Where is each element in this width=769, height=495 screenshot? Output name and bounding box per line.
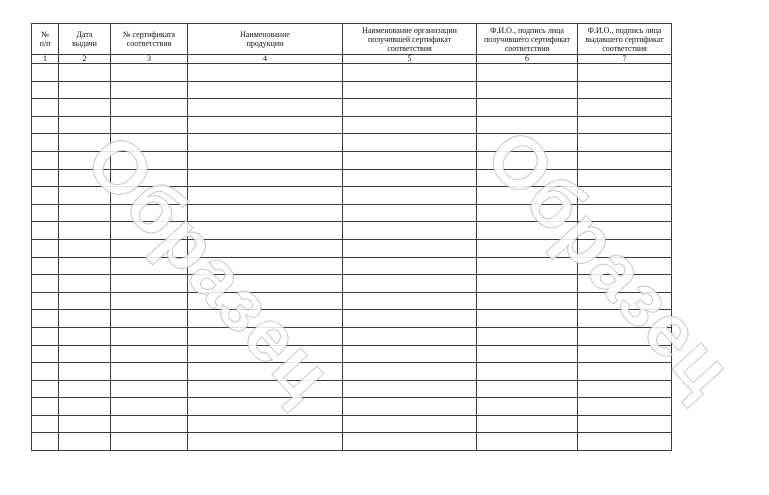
table-cell (59, 433, 111, 451)
table-cell (111, 380, 188, 398)
table-cell (477, 275, 578, 293)
table-cell (188, 292, 343, 310)
table-cell (32, 134, 59, 152)
table-cell (343, 116, 477, 134)
table-cell (32, 415, 59, 433)
table-cell (111, 116, 188, 134)
header-issuer-signature-label: Ф.И.О., подпись лица выдавшего сертификат соответствия (585, 25, 664, 53)
table-cell (477, 398, 578, 416)
table-cell (343, 415, 477, 433)
table-cell (477, 222, 578, 240)
table-cell (188, 398, 343, 416)
header-issue-date (59, 24, 111, 55)
table-cell (188, 327, 343, 345)
table-cell (111, 239, 188, 257)
table-cell (343, 187, 477, 205)
table-cell (477, 345, 578, 363)
table-cell (59, 239, 111, 257)
watermark-left: Обрaзец (70, 118, 350, 417)
table-cell (343, 345, 477, 363)
table-cell (343, 169, 477, 187)
header-product-name (188, 24, 343, 55)
table-cell (59, 310, 111, 328)
table-cell (59, 81, 111, 99)
table-cell (188, 116, 343, 134)
column-number-cell: 7 (578, 55, 672, 64)
table-cell (59, 64, 111, 82)
table-cell (111, 187, 188, 205)
table-cell (59, 327, 111, 345)
table-cell (343, 380, 477, 398)
table-cell (578, 151, 672, 169)
table-cell (343, 81, 477, 99)
table-cell (188, 81, 343, 99)
header-row (32, 24, 672, 55)
table-row (32, 292, 672, 310)
column-number-row (32, 55, 672, 64)
table-cell (477, 99, 578, 117)
table-cell (343, 64, 477, 82)
table-cell (477, 380, 578, 398)
header-receiver-signature (477, 24, 578, 55)
table-cell (59, 292, 111, 310)
header-certificate-number-label: № сертификата соответствия (122, 30, 176, 48)
table-row (32, 99, 672, 117)
table-cell (111, 204, 188, 222)
table-cell (578, 187, 672, 205)
table-row (32, 275, 672, 293)
table-cell (477, 169, 578, 187)
table-cell (578, 327, 672, 345)
table-cell (32, 169, 59, 187)
table-row (32, 415, 672, 433)
column-number-cell: 6 (477, 55, 578, 64)
table-row (32, 64, 672, 82)
table-cell (477, 134, 578, 152)
table-cell (578, 99, 672, 117)
table-cell (477, 327, 578, 345)
column-number-cell: 4 (188, 55, 343, 64)
table-cell (343, 239, 477, 257)
table-cell (343, 433, 477, 451)
table-cell (111, 275, 188, 293)
header-number (32, 24, 59, 55)
table-cell (578, 204, 672, 222)
table-row (32, 380, 672, 398)
table-cell (59, 169, 111, 187)
table-cell (32, 398, 59, 416)
table-cell (32, 239, 59, 257)
certificate-register-table (31, 23, 672, 451)
table-cell (343, 327, 477, 345)
table-cell (59, 222, 111, 240)
table-cell (477, 310, 578, 328)
table-cell (111, 433, 188, 451)
table-cell (578, 415, 672, 433)
table-cell (188, 151, 343, 169)
table-cell (32, 292, 59, 310)
table-cell (111, 363, 188, 381)
table-row (32, 257, 672, 275)
table-cell (111, 81, 188, 99)
table-cell (32, 81, 59, 99)
table-cell (32, 187, 59, 205)
table-row (32, 327, 672, 345)
table-row (32, 116, 672, 134)
table-cell (343, 310, 477, 328)
table-cell (188, 204, 343, 222)
table-cell (188, 187, 343, 205)
table-cell (477, 415, 578, 433)
column-number-cell: 2 (59, 55, 111, 64)
table-cell (578, 380, 672, 398)
table-cell (578, 310, 672, 328)
table-cell (59, 204, 111, 222)
table-cell (343, 275, 477, 293)
table-cell (188, 380, 343, 398)
table-cell (578, 222, 672, 240)
table-cell (188, 239, 343, 257)
table-row (32, 310, 672, 328)
table-cell (188, 99, 343, 117)
table-cell (578, 64, 672, 82)
table-row (32, 345, 672, 363)
table-cell (59, 187, 111, 205)
table-cell (578, 169, 672, 187)
table-cell (111, 415, 188, 433)
table-cell (111, 222, 188, 240)
table-row (32, 433, 672, 451)
table-cell (578, 398, 672, 416)
table-cell (111, 169, 188, 187)
table-cell (578, 257, 672, 275)
table-cell (343, 363, 477, 381)
table-cell (188, 415, 343, 433)
table-cell (111, 134, 188, 152)
table-cell (578, 134, 672, 152)
table-cell (32, 433, 59, 451)
table-cell (188, 363, 343, 381)
table-cell (477, 433, 578, 451)
table-cell (59, 134, 111, 152)
table-cell (578, 433, 672, 451)
table-row (32, 134, 672, 152)
table-cell (59, 151, 111, 169)
table-cell (59, 257, 111, 275)
table-cell (32, 204, 59, 222)
table-cell (59, 116, 111, 134)
column-number-cell: 5 (343, 55, 477, 64)
table-cell (188, 134, 343, 152)
table-cell (188, 64, 343, 82)
table-cell (188, 345, 343, 363)
table-cell (477, 239, 578, 257)
table-cell (477, 81, 578, 99)
table-cell (477, 151, 578, 169)
table-cell (32, 222, 59, 240)
table-cell (59, 363, 111, 381)
header-issuer-signature (578, 24, 672, 55)
table-cell (477, 116, 578, 134)
table-cell (343, 134, 477, 152)
table-cell (59, 380, 111, 398)
table-cell (59, 99, 111, 117)
table-row (32, 398, 672, 416)
table-row (32, 151, 672, 169)
column-number-cell: 3 (111, 55, 188, 64)
table-cell (32, 310, 59, 328)
table-cell (111, 151, 188, 169)
table-row (32, 187, 672, 205)
table-cell (111, 398, 188, 416)
table-cell (578, 275, 672, 293)
table-cell (111, 257, 188, 275)
table-cell (32, 275, 59, 293)
table-cell (477, 292, 578, 310)
table-cell (343, 257, 477, 275)
table-cell (32, 380, 59, 398)
header-receiver-signature-label: Ф.И.О., подпись лица получившего сертификат соответствия (484, 25, 570, 53)
table-cell (188, 222, 343, 240)
header-certificate-number (111, 24, 188, 55)
header-number-label: № п/п (39, 30, 51, 48)
register-body (32, 64, 672, 451)
table-cell (343, 204, 477, 222)
table-cell (578, 292, 672, 310)
table-cell (343, 151, 477, 169)
table-cell (477, 257, 578, 275)
table-cell (111, 310, 188, 328)
table-cell (32, 116, 59, 134)
table-cell (578, 81, 672, 99)
table-cell (477, 363, 578, 381)
table-cell (578, 363, 672, 381)
table-cell (111, 292, 188, 310)
table-cell (188, 275, 343, 293)
table-cell (477, 64, 578, 82)
table-cell (188, 310, 343, 328)
table-row (32, 169, 672, 187)
table-cell (343, 398, 477, 416)
table-cell (32, 257, 59, 275)
table-cell (32, 151, 59, 169)
table-cell (111, 327, 188, 345)
table-row (32, 222, 672, 240)
table-cell (188, 169, 343, 187)
table-cell (477, 204, 578, 222)
table-cell (32, 345, 59, 363)
table-row (32, 363, 672, 381)
header-product-name-label: Наименование продукции (240, 30, 290, 48)
table-cell (59, 398, 111, 416)
table-cell (578, 239, 672, 257)
table-cell (111, 99, 188, 117)
table-cell (32, 64, 59, 82)
header-organization-label: Наименование организации получившей сертификат соответствия (362, 25, 457, 53)
column-number-cell: 1 (32, 55, 59, 64)
table-cell (188, 433, 343, 451)
watermark-right: Обрaзец (470, 113, 750, 412)
table-cell (59, 275, 111, 293)
table-cell (59, 415, 111, 433)
table-cell (343, 222, 477, 240)
table-cell (578, 345, 672, 363)
table-row (32, 204, 672, 222)
table-cell (343, 292, 477, 310)
table-cell (32, 327, 59, 345)
table-cell (32, 99, 59, 117)
header-organization (343, 24, 477, 55)
table-row (32, 239, 672, 257)
header-issue-date-label: Дата выдачи (72, 30, 97, 48)
table-cell (111, 345, 188, 363)
table-cell (343, 99, 477, 117)
table-cell (32, 363, 59, 381)
table-row (32, 81, 672, 99)
table-cell (477, 187, 578, 205)
table-cell (111, 64, 188, 82)
table-cell (188, 257, 343, 275)
table-cell (59, 345, 111, 363)
table-cell (578, 116, 672, 134)
